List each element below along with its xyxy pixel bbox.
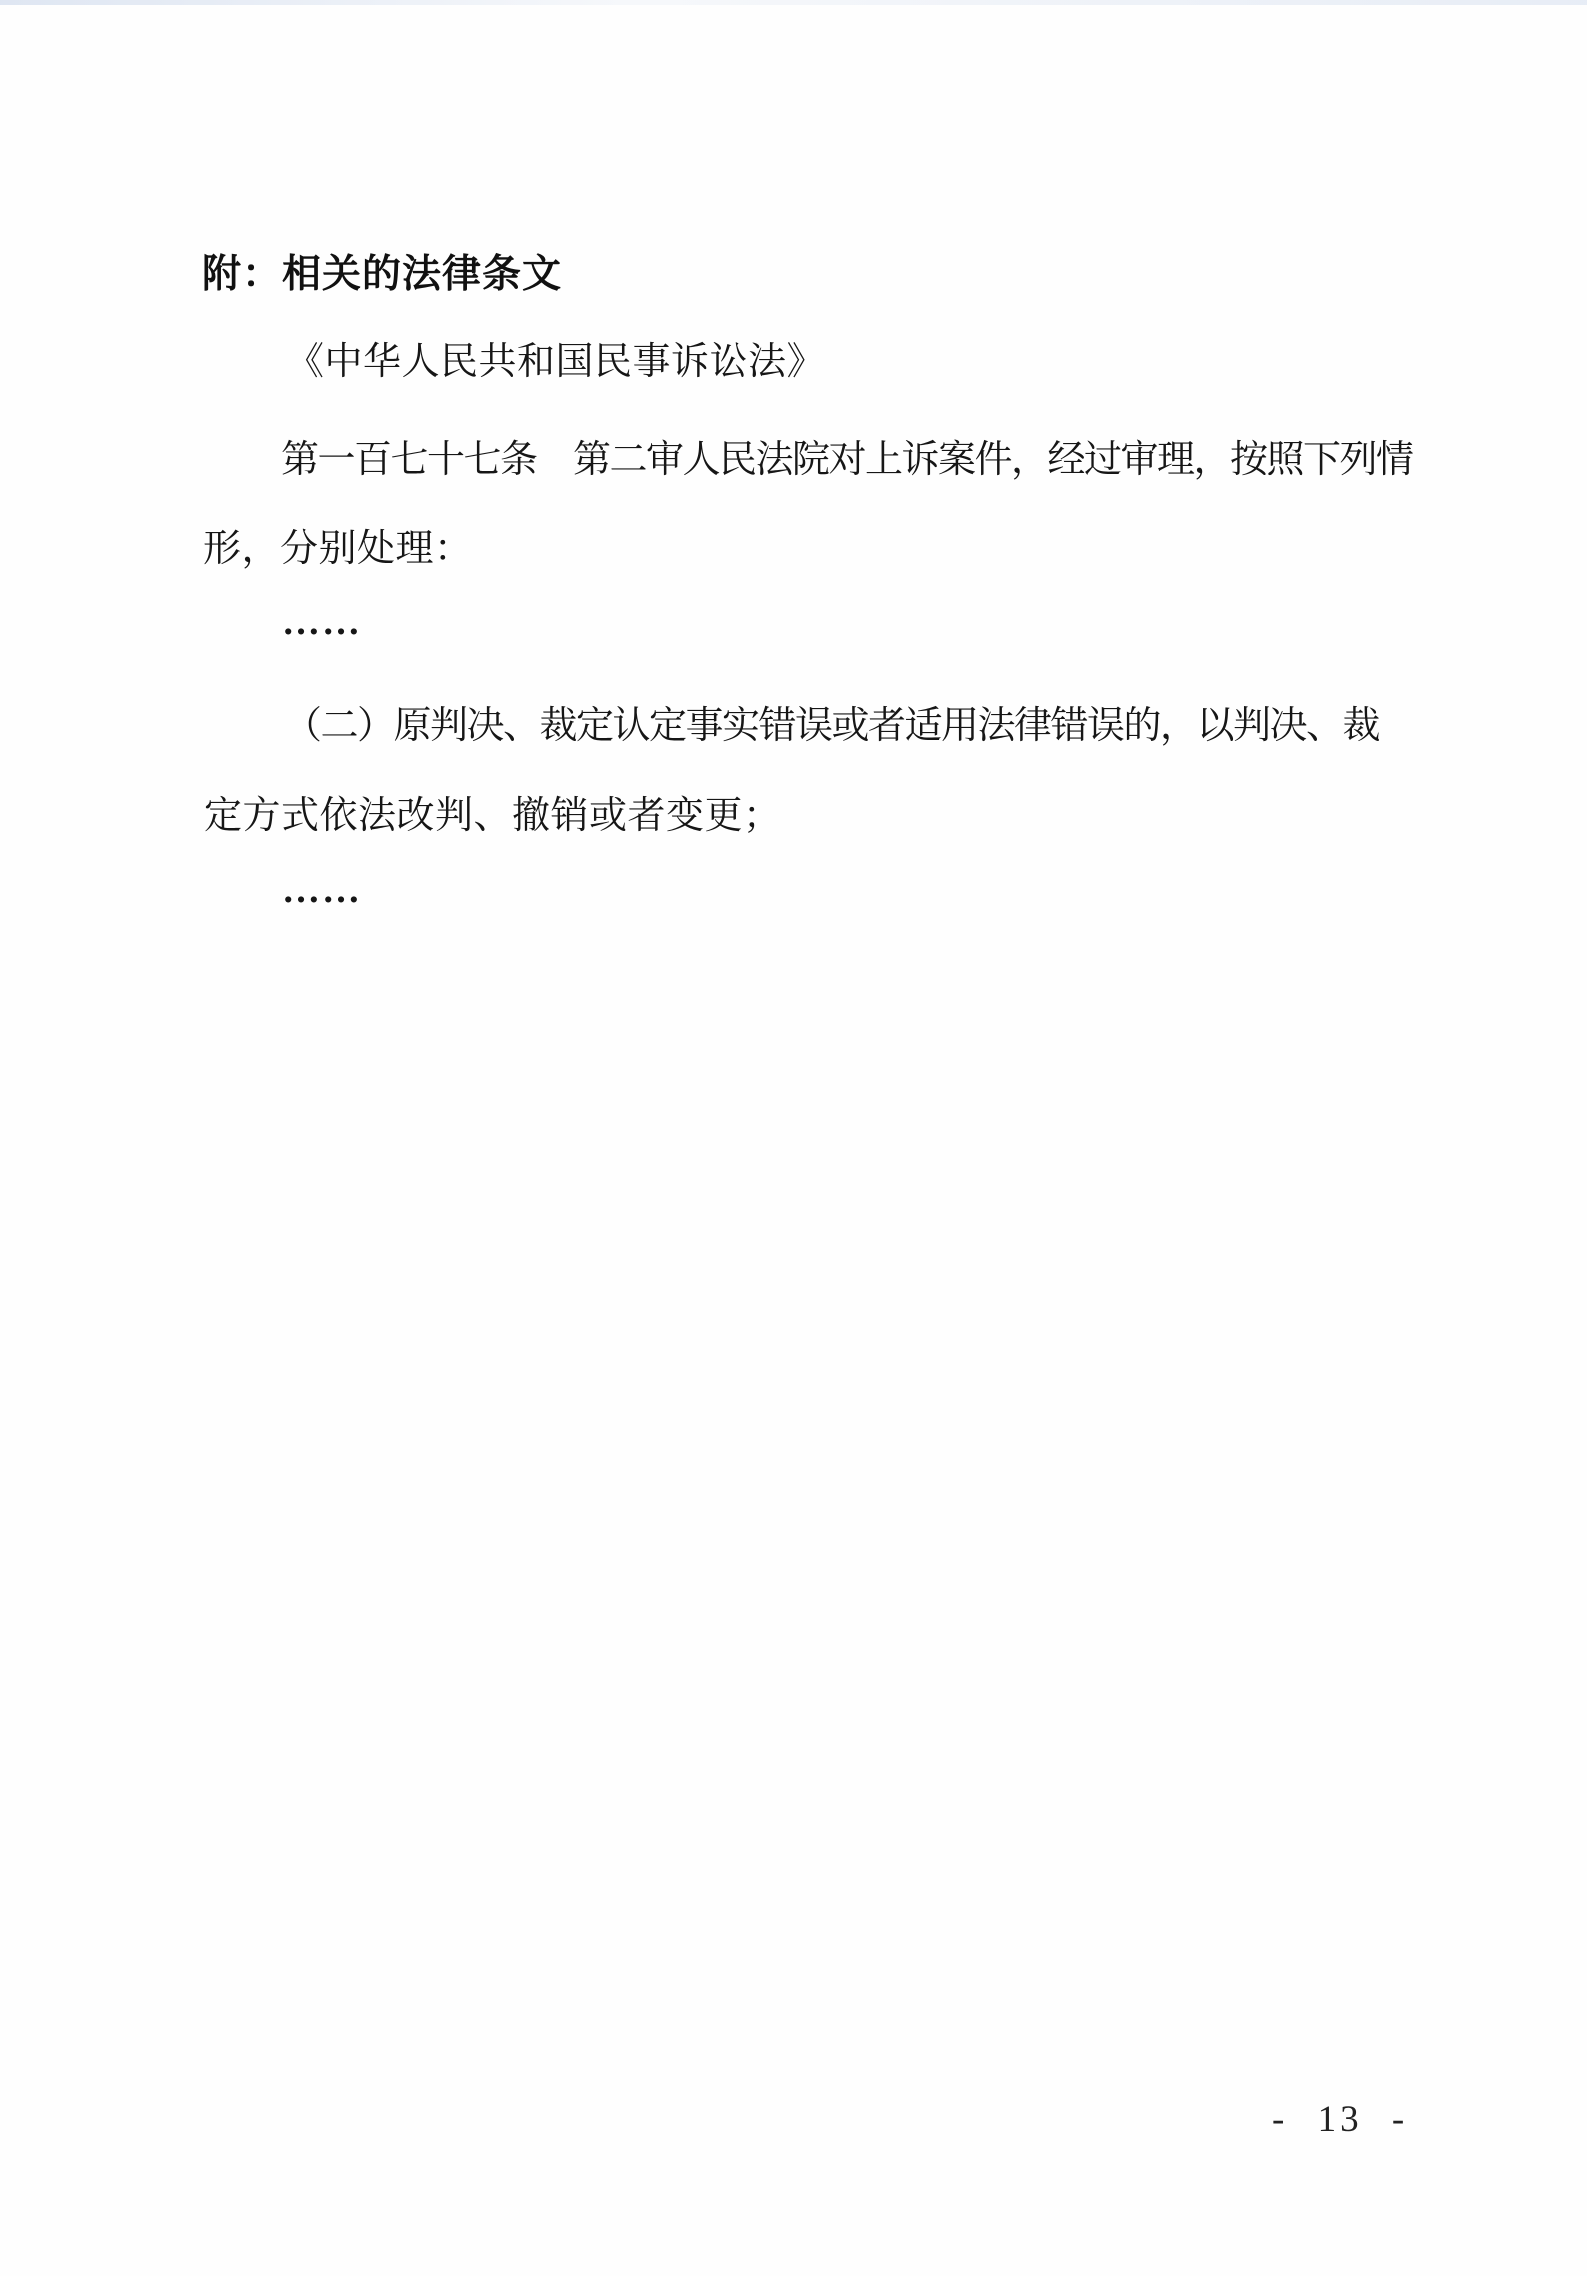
- item-two-line-1: （二）原判决、裁定认定事实错误或者适用法律错误的，以判决、裁: [284, 705, 1380, 747]
- law-title-line: 《中华人民共和国民事诉讼法》: [286, 341, 826, 383]
- attachment-heading: 附：相关的法律条文: [202, 253, 563, 296]
- ellipsis-line-2: ……: [282, 869, 362, 911]
- article-clause-line-2: 形，分别处理：: [203, 528, 473, 570]
- ellipsis-line-1: ……: [282, 601, 362, 643]
- article-clause-line-1: 第一百七十七条 第二审人民法院对上诉案件，经过审理，按照下列情: [281, 439, 1413, 481]
- page-number: - 13 -: [1272, 2099, 1409, 2140]
- scan-artifact-top-edge: [0, 0, 1587, 5]
- item-two-line-2: 定方式依法改判、撤销或者变更；: [204, 795, 782, 837]
